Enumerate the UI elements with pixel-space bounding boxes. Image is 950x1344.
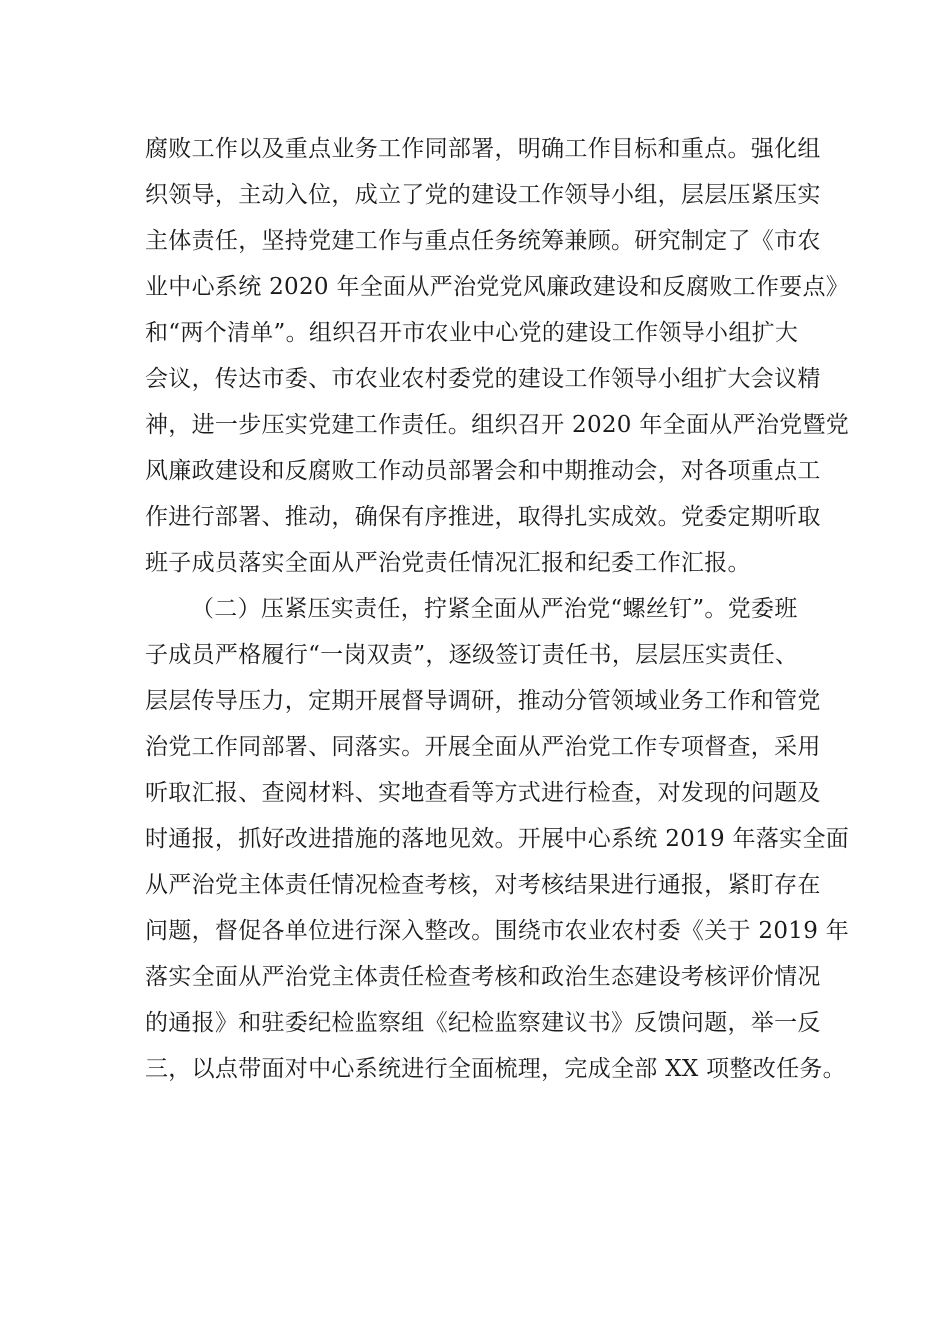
text-line: 主体责任，坚持党建工作与重点任务统筹兼顾。研究制定了《市农 — [145, 228, 821, 254]
text-line: 层层传导压力，定期开展督导调研，推动分管领域业务工作和管党 — [145, 688, 821, 714]
text-line: 作进行部署、推动，确保有序推进，取得扎实成效。党委定期听取 — [145, 504, 821, 530]
text-line: 会议，传达市委、市农业农村委党的建设工作领导小组扩大会议精 — [145, 366, 821, 392]
text-line: 治党工作同部署、同落实。开展全面从严治党工作专项督查，采用 — [145, 734, 821, 760]
text-line: 落实全面从严治党主体责任检查考核和政治生态建设考核评价情况 — [145, 964, 821, 990]
text-line: 问题，督促各单位进行深入整改。围绕市农业农村委《关于 2019 年 — [145, 918, 850, 944]
section-heading-line: （二）压紧压实责任，拧紧全面从严治党“螺丝钉”。党委班 — [191, 596, 798, 622]
text-line: 腐败工作以及重点业务工作同部署，明确工作目标和重点。强化组 — [145, 136, 821, 162]
text-line: 风廉政建设和反腐败工作动员部署会和中期推动会，对各项重点工 — [145, 458, 821, 484]
text-line: 神，进一步压实党建工作责任。组织召开 2020 年全面从严治党暨党 — [145, 412, 850, 438]
text-line: 三，以点带面对中心系统进行全面梳理，完成全部 XX 项整改任务。 — [145, 1056, 846, 1082]
text-line: 班子成员落实全面从严治党责任情况汇报和纪委工作汇报。 — [145, 550, 751, 576]
text-line: 时通报，抓好改进措施的落地见效。开展中心系统 2019 年落实全面 — [145, 826, 850, 852]
text-line: 的通报》和驻委纪检监察组《纪检监察建议书》反馈问题，举一反 — [145, 1010, 821, 1036]
text-line: 织领导，主动入位，成立了党的建设工作领导小组，层层压紧压实 — [145, 182, 821, 208]
text-line: 和“两个清单”。组织召开市农业中心党的建设工作领导小组扩大 — [145, 320, 799, 346]
text-line: 听取汇报、查阅材料、实地查看等方式进行检查，对发现的问题及 — [145, 780, 821, 806]
text-line: 从严治党主体责任情况检查考核，对考核结果进行通报，紧盯存在 — [145, 872, 821, 898]
text-line: 子成员严格履行“一岗双责”，逐级签订责任书，层层压实责任、 — [145, 642, 799, 668]
text-line: 业中心系统 2020 年全面从严治党党风廉政建设和反腐败工作要点》 — [145, 274, 850, 300]
